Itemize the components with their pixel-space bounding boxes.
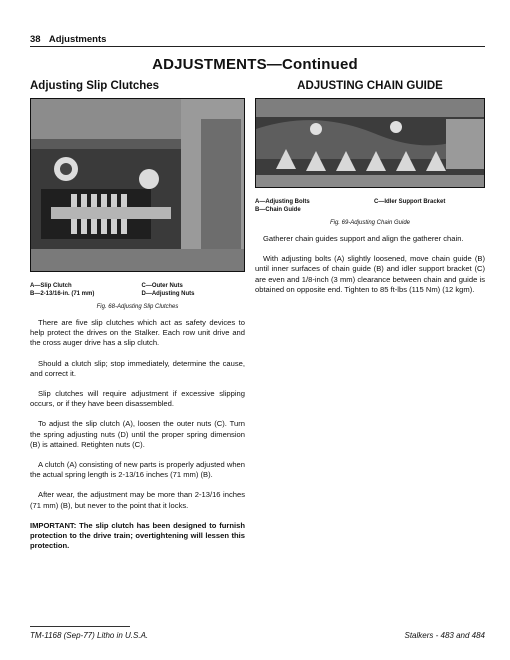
paragraph: Should a clutch slip; stop immediately, determine the cause, and correct it. [30, 358, 245, 378]
page-title: ADJUSTMENTS—Continued [152, 56, 358, 73]
header-section: Adjustments [48, 34, 107, 45]
chain-guide-heading: ADJUSTING CHAIN GUIDE [297, 80, 443, 92]
paragraph: To adjust the slip clutch (A), loosen the outer nuts (C). Turn the spring adjusting nuts (D) until the proper spring dimension (B) is attained. Retighten nuts (C). [30, 419, 245, 449]
footer-rule [30, 626, 130, 627]
legend-b: B—Chain Guide [255, 207, 301, 213]
slip-clutch-illustration [31, 99, 244, 271]
paragraph: After wear, the adjustment may be more than 2-13/16 inches (71 mm) (B), but never to the point that it locks. [30, 490, 245, 510]
right-column [255, 80, 485, 305]
footer-publication: TM-1168 (Sep-77) Litho in U.S.A. [30, 631, 149, 640]
legend-b: B—2-13/16-in. (71 mm) [30, 291, 95, 297]
chain-guide-photo [255, 98, 485, 188]
running-header [30, 34, 485, 45]
page-number: 38 [30, 34, 41, 45]
header-rule [30, 46, 485, 47]
left-column [30, 80, 245, 561]
paragraph: A clutch (A) consisting of new parts is properly adjusted when the actual spring length is 2-13/16 inches (71 mm) (B). [30, 460, 245, 480]
legend-a: A—Adjusting Bolts [255, 199, 310, 205]
legend-c: C—Outer Nuts [141, 283, 183, 289]
legend-c: C—Idler Support Bracket [374, 199, 446, 205]
slip-clutch-photo [30, 98, 245, 272]
slip-clutch-legend [30, 282, 245, 298]
slip-clutch-heading: Adjusting Slip Clutches [30, 80, 160, 92]
legend-d: D—Adjusting Nuts [141, 291, 195, 297]
paragraph: There are five slip clutches which act as safety devices to help protect the drives on the Stalker. Each row unit drive and the cross auger drive has a slip clutch. [30, 318, 245, 348]
figure-caption-69: Fig. 69-Adjusting Chain Guide [329, 220, 411, 226]
paragraph: Gatherer chain guides support and align the gatherer chain. [263, 234, 464, 243]
figure-caption-68: Fig. 68-Adjusting Slip Clutches [96, 304, 179, 310]
paragraph: Slip clutches will require adjustment if excessive slipping occurs, or if they have been disassembled. [30, 389, 245, 409]
important-note: IMPORTANT: The slip clutch has been designed to furnish protection to the drive train; overtightening will lessen this protection. [30, 520, 245, 551]
footer-model: Stalkers - 483 and 484 [404, 631, 485, 640]
paragraph: With adjusting bolts (A) slightly loosened, move chain guide (B) until inner surfaces of chain guide (B) and idler support bracket (C) are even and 1/8-inch (3 mm) clearance between chain and guide is obtained on opposite end. Tighten to 85 ft-lbs (115 Nm) (12 kgm). [255, 254, 485, 294]
chain-guide-illustration [256, 99, 484, 187]
chain-guide-legend [255, 198, 485, 214]
legend-a: A—Slip Clutch [30, 283, 72, 289]
